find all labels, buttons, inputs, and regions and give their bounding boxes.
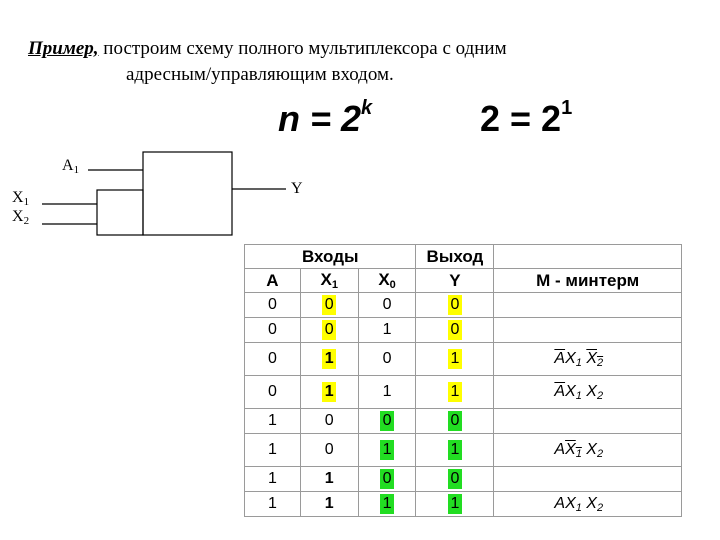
formula-n (278, 98, 372, 140)
cell-x1: 1 (300, 492, 358, 517)
table-row (245, 409, 682, 434)
cell-m-minterm: $AX_1$ $X_2$ (494, 434, 682, 467)
table-row (245, 434, 682, 467)
cell-a: 1 (245, 434, 301, 467)
cell-a: 0 (245, 343, 301, 376)
cell-m (494, 293, 682, 318)
table-row (245, 492, 682, 517)
cell-y: 1 (416, 343, 494, 376)
mux-diagram (0, 140, 320, 240)
formula-two (480, 98, 572, 140)
mux-input-block (97, 190, 143, 235)
cell-y: 0 (416, 467, 494, 492)
formula-n-base: n = 2 (278, 98, 362, 139)
header-row-columns (245, 269, 682, 293)
header-empty (494, 245, 682, 269)
table-row (245, 343, 682, 376)
cell-x0: 0 (358, 293, 416, 318)
cell-a: 0 (245, 376, 301, 409)
table-row (245, 318, 682, 343)
label-a: A1 (62, 157, 80, 176)
cell-a: 1 (245, 492, 301, 517)
cell-m (494, 467, 682, 492)
cell-y: 0 (416, 293, 494, 318)
cell-x0: 0 (358, 409, 416, 434)
cell-a: 1 (245, 409, 301, 434)
col-m: M - минтерм (494, 269, 682, 293)
cell-x1: 0 (300, 318, 358, 343)
col-a: A (245, 269, 301, 293)
cell-x1: 0 (300, 409, 358, 434)
cell-x0: 1 (358, 376, 416, 409)
header-output: Выход (416, 245, 494, 269)
mux-block (143, 152, 232, 235)
cell-y: 0 (416, 409, 494, 434)
table-row (245, 293, 682, 318)
cell-m-minterm: $AX_1$ $X_2$ (494, 492, 682, 517)
cell-x1: 1 (300, 467, 358, 492)
formula-n-exp: k (361, 97, 373, 119)
table-row (245, 376, 682, 409)
cell-x0: 0 (358, 343, 416, 376)
cell-m-minterm: $\overline{A}X_1$ $X_2$ (494, 376, 682, 409)
truth-table (244, 244, 682, 517)
cell-x1: 1 (300, 376, 358, 409)
col-y: Y (416, 269, 494, 293)
cell-x1: 0 (300, 293, 358, 318)
cell-x1: 0 (300, 434, 358, 467)
cell-x0: 0 (358, 467, 416, 492)
label-x2: X2 (12, 208, 30, 227)
cell-x0: 1 (358, 492, 416, 517)
cell-m (494, 318, 682, 343)
cell-x1: 1 (300, 343, 358, 376)
cell-y: 1 (416, 434, 494, 467)
cell-a: 1 (245, 467, 301, 492)
table-row (245, 467, 682, 492)
cell-y: 0 (416, 318, 494, 343)
header-inputs: Входы (245, 245, 416, 269)
col-x1: $X_1$ (300, 269, 358, 293)
header-row-groups (245, 245, 682, 269)
cell-y: 1 (416, 376, 494, 409)
col-x0: $X_0$ (358, 269, 416, 293)
cell-a: 0 (245, 293, 301, 318)
example-label: Пример, (28, 38, 99, 59)
cell-m-minterm: $\overline{A}X_1$ $X_2$ (494, 343, 682, 376)
formula-two-exp: 1 (561, 97, 573, 119)
cell-y: 1 (416, 492, 494, 517)
label-x1: X1 (12, 189, 30, 208)
cell-a: 0 (245, 318, 301, 343)
label-y: Y (291, 180, 303, 197)
intro-sentence: построим схему полного мультиплексора с одним (98, 38, 507, 59)
intro-sentence-line2: адресным/управляющим входом. (126, 64, 394, 85)
cell-x0: 1 (358, 434, 416, 467)
cell-m (494, 409, 682, 434)
intro-text (28, 36, 668, 88)
cell-x0: 1 (358, 318, 416, 343)
formula-two-base: 2 = 2 (480, 98, 562, 139)
